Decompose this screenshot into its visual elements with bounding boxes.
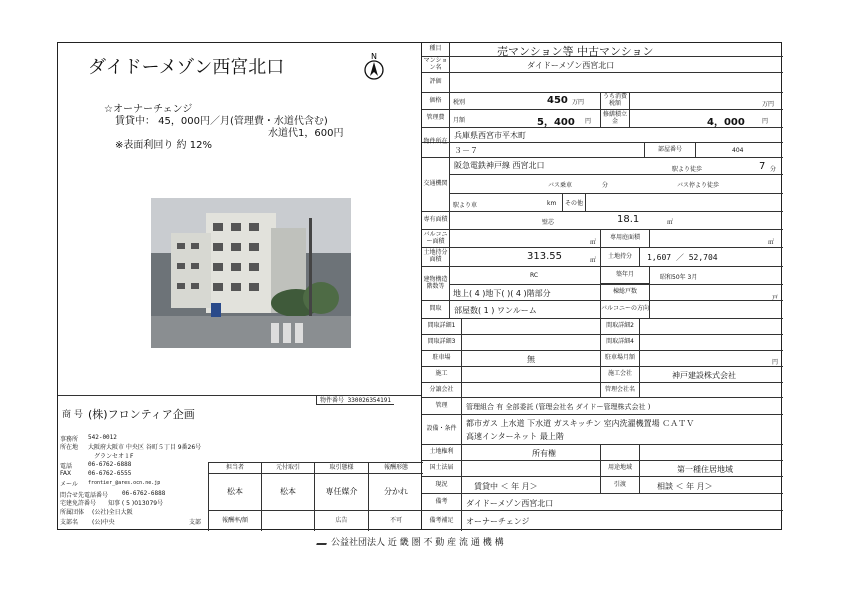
parking-fee-label: 駐車場月額	[600, 351, 640, 366]
flyer-sheet	[57, 42, 782, 530]
branch-value: (公)中央	[92, 519, 115, 526]
extra-value: オーナーチェンジ	[466, 517, 530, 526]
address-line1: 大阪府大阪市 中央区 谷町５丁目 9番26号	[88, 444, 202, 451]
walk-label: 駅より徒歩	[672, 166, 703, 173]
remark-value: ダイドーメゾン西宮北口	[466, 499, 554, 508]
document-number	[316, 395, 394, 405]
share-label: 土地持分	[600, 248, 640, 266]
right-panel	[422, 43, 783, 529]
land-value: 313.55	[527, 251, 562, 262]
handover-value: 相談 ＜ 年 月＞	[657, 482, 713, 491]
contact-label: 問合せ先電話番号	[60, 492, 109, 499]
tel-label: 電話	[60, 463, 73, 470]
detail4-label: 間取詳細4	[600, 335, 640, 350]
row-remark	[422, 494, 783, 511]
extra-label: 備考補足	[422, 511, 462, 531]
private-unit: ㎡	[768, 239, 775, 246]
staff-value-0: 松本	[209, 474, 262, 510]
price-value: 450	[547, 95, 568, 106]
repair-label: 修繕積立金	[600, 110, 630, 127]
row-law	[422, 461, 783, 477]
assoc-label: 所属団体	[60, 509, 85, 516]
footer-org-text: 公益社団法人 近 畿 圏 不 動 産 流 通 機 構	[331, 538, 504, 548]
bus-unit: 分	[602, 182, 609, 189]
mgmt-unit: 円	[585, 118, 592, 125]
law-label: 国土法届	[422, 461, 462, 476]
row-status	[422, 477, 783, 494]
land-right-value: 所有権	[532, 449, 556, 458]
detail1-label: 間取詳細1	[422, 319, 462, 334]
equip-line1: 都市ガス 上水道 下水道 ガスキッチン 室内洗濯機置場 ＣＡＴＶ	[466, 419, 695, 428]
repair-value: 4，000	[707, 117, 745, 128]
staff-table	[208, 462, 422, 531]
price-sub: 税別	[453, 99, 466, 106]
direction-label: バルコニーの方向	[600, 301, 650, 318]
row-type	[422, 43, 783, 57]
mail-value: frontier_@ares.ocn.ne.jp	[88, 480, 161, 486]
status-value: 賃貸中 ＜ 年 月＞	[474, 482, 538, 491]
row-balcony	[422, 230, 783, 248]
balcony-label: バルコニー面積	[422, 230, 450, 247]
land-label: 土地持分面積	[422, 248, 450, 266]
private-label: 専用庭面積	[600, 230, 650, 247]
company-name: (株)フロンティア企画	[88, 408, 195, 421]
org-logo-icon	[316, 535, 330, 545]
built-value: 昭和50年 3月	[660, 274, 698, 281]
status-label: 現況	[422, 477, 462, 493]
rent-line: 賃貸中： 45，000円／月(管理費・水道代含む)	[115, 116, 328, 127]
area-value: 18.1	[617, 214, 640, 225]
use-label: 用途地域	[600, 461, 640, 476]
share-value: 1,607 ／ 52,704	[647, 253, 718, 262]
mail-label: メール	[60, 481, 78, 488]
building-photo	[151, 198, 351, 348]
car-label: 駅より車	[453, 202, 478, 209]
row-parking	[422, 351, 783, 367]
svg-text:N: N	[371, 52, 377, 61]
area-unit: ㎡	[667, 219, 674, 226]
price-unit: 万円	[572, 99, 585, 106]
built-label: 築年月	[600, 267, 650, 284]
row-layout	[422, 301, 783, 319]
struct-value: RC	[530, 272, 539, 279]
property-title: ダイドーメゾン西宮北口	[88, 57, 285, 78]
compass-north-icon	[362, 51, 386, 85]
price-label: 価格	[422, 93, 450, 109]
land-unit: ㎡	[590, 257, 597, 264]
detail2-label: 間取詳細2	[600, 319, 640, 334]
layout-label: 間取	[422, 301, 450, 318]
detail3-label: 間取詳細3	[422, 335, 462, 350]
manager-label: 管理会社名	[600, 383, 640, 397]
room-label: 部屋番号	[644, 143, 696, 157]
room-value: 404	[732, 147, 744, 154]
units-label: 棟総戸数	[600, 284, 650, 301]
license-value: 知事 ( 5 )013079号	[108, 500, 164, 507]
mgmt-mgr-value: 管理組合 有 全部委託 (管理会社名 ダイドー管理株式会社 )	[466, 403, 651, 411]
row-loc1	[422, 128, 783, 146]
parking-value: 無	[527, 355, 535, 364]
units-unit: 戸	[772, 295, 779, 302]
land-right-label: 土地権利	[422, 445, 462, 460]
mgmt-sub: 月額	[453, 117, 466, 124]
staff-header-0: 担当者	[209, 462, 262, 474]
fee-label: 報酬率/額	[209, 510, 262, 531]
walk-value: 7	[759, 161, 766, 172]
floors-line: 地上( 4 )地下( )( 4 )階部分	[453, 289, 551, 298]
footer-org	[318, 535, 504, 548]
row-price	[422, 93, 783, 110]
row-mgmt	[422, 110, 783, 128]
row-builder	[422, 367, 783, 383]
row-name	[422, 57, 783, 73]
repair-unit: 円	[762, 118, 769, 125]
consum-label: うち消費税額	[600, 93, 630, 109]
area-label: 専有面積	[422, 212, 450, 229]
row-area	[422, 212, 783, 230]
type-label: 種目	[422, 43, 450, 56]
builder-co-label: 施工会社	[600, 367, 640, 382]
staff-header-1: 元付取引	[262, 462, 315, 474]
line-value: 阪急電鉄神戸線 西宮北口	[454, 161, 545, 170]
left-panel	[58, 43, 422, 529]
feature-line: ☆オーナーチェンジ	[104, 104, 193, 115]
doc-no-value: 330026354191	[347, 397, 391, 404]
loc-line2: ３－７	[454, 146, 478, 155]
mgmt-mgr-label: 管理	[422, 398, 462, 414]
staff-value-1: 松本	[262, 474, 315, 510]
doc-no-label: 物件番号	[320, 397, 345, 404]
equip-line2: 高速インターネット 最上階	[466, 432, 564, 441]
builder-co-value: 神戸建設株式会社	[672, 371, 736, 380]
row-extra	[422, 511, 783, 531]
address-line2: グランセオ１F	[94, 453, 134, 460]
office-postal: 542-0012	[88, 434, 117, 441]
builder-label: 施工	[422, 367, 462, 382]
mgmt-value: 5，400	[537, 117, 575, 128]
row-seller	[422, 383, 783, 398]
row-detail3	[422, 335, 783, 351]
remark-label: 備考	[422, 494, 462, 510]
row-struct	[422, 267, 783, 301]
loc-line1: 兵庫県西宮市平木町	[454, 131, 526, 140]
ad-value: 不可	[389, 517, 402, 524]
other-label: その他	[562, 193, 586, 212]
parking-fee-unit: 円	[772, 359, 779, 366]
row-tsubo	[422, 73, 783, 93]
office-label: 事務所	[60, 436, 79, 443]
equip-label: 設備・条件	[422, 415, 462, 444]
company-label: 商 号	[62, 410, 83, 420]
bus-walk-label: バス停より徒歩	[677, 182, 720, 189]
tsubo-label: 評価	[422, 73, 450, 92]
handover-label: 引渡	[600, 477, 640, 493]
traffic-label: 交通機関	[422, 158, 450, 211]
fax-label: FAX	[60, 470, 72, 477]
layout-value: 部屋数( 1 ) ワンルーム	[454, 306, 537, 315]
name-label: マンション名	[422, 57, 450, 72]
water-line: 水道代1，600円	[268, 128, 344, 139]
mgmt-label: 管理費	[422, 110, 450, 127]
ad-label: 広告	[315, 510, 369, 531]
license-label: 宅建免許番号	[60, 500, 97, 507]
seller-label: 分譲会社	[422, 383, 462, 397]
branch-label: 支部名	[60, 519, 79, 526]
parking-label: 駐車場	[422, 351, 462, 366]
struct-label: 建物構造階数等	[422, 267, 450, 300]
contact-value: 06-6762-6888	[122, 490, 166, 497]
row-right	[422, 445, 783, 461]
address-label: 所在地	[60, 444, 79, 451]
row-traffic	[422, 158, 783, 212]
balcony-unit: ㎡	[590, 239, 597, 246]
row-mgmt2	[422, 398, 783, 415]
use-value: 第一種住居地域	[677, 465, 733, 474]
bus-label: バス乗車	[548, 182, 573, 189]
area-basis: 壁芯	[542, 219, 555, 226]
walk-unit: 分	[770, 166, 777, 173]
loc-label: 物件所在	[422, 128, 450, 158]
staff-value-2: 専任媒介	[315, 474, 369, 510]
type-value: 売マンション等 中古マンション	[497, 45, 654, 58]
fax-value: 06-6762-6555	[88, 470, 132, 477]
row-detail1	[422, 319, 783, 335]
car-unit: km	[547, 200, 557, 207]
tel-value: 06-6762-6888	[88, 461, 132, 468]
name-value: ダイドーメゾン西宮北口	[527, 61, 615, 70]
row-loc2	[422, 143, 783, 158]
yield-line: ※表面利回り 約 12%	[115, 140, 212, 151]
staff-value-3: 分かれ	[384, 487, 408, 496]
staff-header-3: 報酬形態	[383, 464, 408, 471]
row-land	[422, 248, 783, 267]
assoc-value: (公社)全日大阪	[92, 509, 133, 516]
branch-suffix: 支部	[189, 519, 202, 526]
row-equip	[422, 415, 783, 445]
consum-unit: 万円	[762, 101, 775, 108]
staff-header-2: 取引態様	[315, 462, 369, 474]
